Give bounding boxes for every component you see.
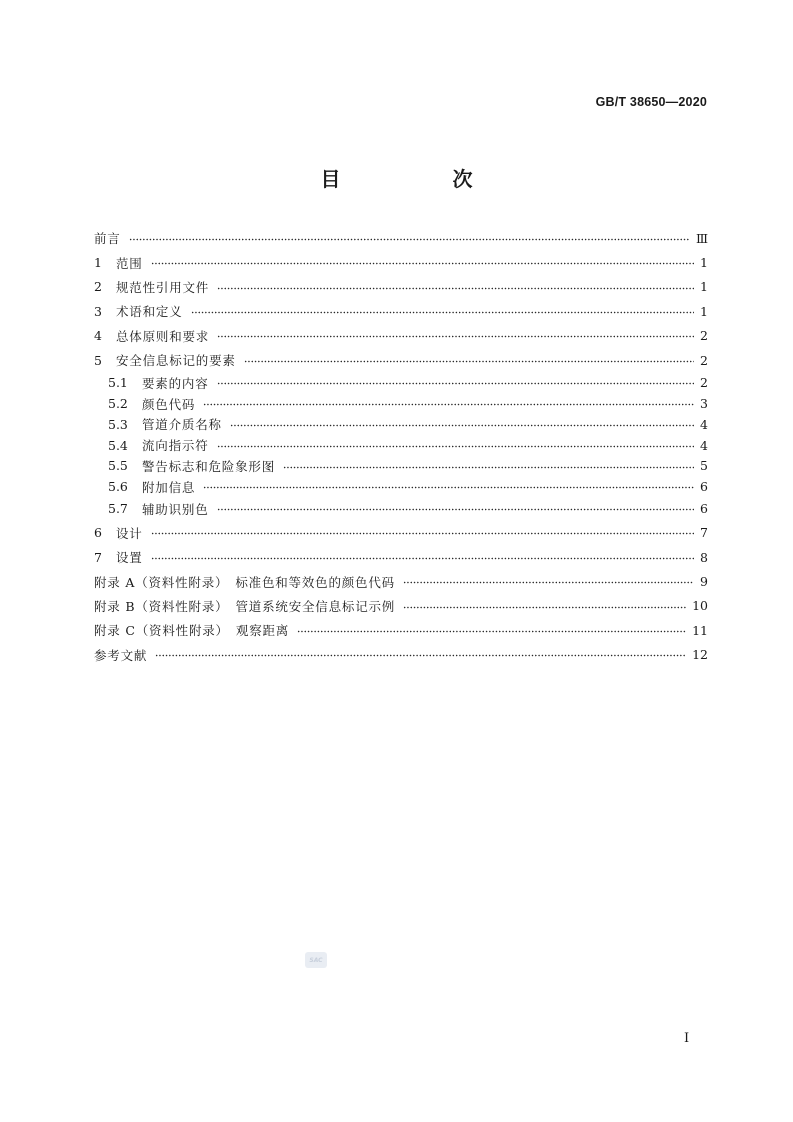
table-of-contents <box>94 226 708 667</box>
toc-entry-label: 颜色代码 <box>142 396 196 412</box>
toc-entry-label: 设计 <box>116 525 143 541</box>
toc-entry-page: 3 <box>700 396 708 412</box>
toc-entry-page: 2 <box>700 375 708 391</box>
toc-leader-dots <box>403 575 694 589</box>
page-number: I <box>684 1031 690 1046</box>
toc-entry-label: 流向指示符 <box>142 438 209 454</box>
toc-leader-dots <box>151 526 694 540</box>
toc-leader-dots <box>217 280 694 294</box>
toc-entry-terms-definitions[interactable] <box>94 299 708 323</box>
toc-entry-normative-references[interactable] <box>94 275 708 299</box>
toc-entry-number: 5.2 <box>108 396 128 412</box>
toc-entry-label: 安全信息标记的要素 <box>116 353 236 369</box>
toc-leader-dots <box>203 397 694 411</box>
toc-entry-number: 5.3 <box>108 416 128 432</box>
toc-leader-dots <box>129 231 690 245</box>
toc-entry-number: 5.7 <box>108 501 128 517</box>
toc-entry-label: 警告标志和危险象形图 <box>142 458 276 474</box>
toc-entry-label: 辅助识别色 <box>142 501 209 517</box>
toc-entry-label: 总体原则和要求 <box>116 328 210 344</box>
toc-leader-dots <box>217 502 694 516</box>
toc-entry-page: 2 <box>700 328 708 344</box>
toc-entry-label: 要素的内容 <box>142 375 209 391</box>
toc-subentry-warning-signs[interactable] <box>94 456 708 477</box>
toc-subentry-additional-info[interactable] <box>94 476 708 497</box>
toc-entry-label: 附录 B（资料性附录） 管道系统安全信息标记示例 <box>94 598 396 614</box>
toc-entry-label: 管道介质名称 <box>142 417 222 433</box>
toc-entry-label: 规范性引用文件 <box>116 279 210 295</box>
toc-title: 目 次 <box>320 167 519 191</box>
toc-subentry-flow-direction[interactable] <box>94 435 708 456</box>
toc-entry-marking-elements[interactable] <box>94 348 708 372</box>
toc-entry-page: 6 <box>700 479 708 495</box>
toc-entry-label: 前言 <box>94 231 121 247</box>
toc-entry-label: 术语和定义 <box>116 304 183 320</box>
toc-entry-label: 附加信息 <box>142 479 196 495</box>
toc-entry-foreword[interactable] <box>94 226 708 250</box>
toc-entry-page: 10 <box>692 598 708 614</box>
toc-entry-page: 5 <box>700 458 708 474</box>
toc-entry-page: 1 <box>700 279 708 295</box>
toc-entry-label: 附录 A（资料性附录） 标准色和等效色的颜色代码 <box>94 574 395 590</box>
toc-leader-dots <box>155 648 686 662</box>
toc-leader-dots <box>283 459 694 473</box>
toc-entry-label: 附录 C（资料性附录） 观察距离 <box>94 623 290 639</box>
toc-entry-label: 范围 <box>116 255 143 271</box>
toc-entry-number: 5.1 <box>108 375 128 391</box>
toc-leader-dots <box>217 438 694 452</box>
toc-entry-page: 6 <box>700 501 708 517</box>
toc-entry-page: 9 <box>700 574 708 590</box>
toc-entry-number: 5.6 <box>108 479 128 495</box>
toc-entry-number: 2 <box>94 279 102 295</box>
toc-leader-dots <box>217 329 694 343</box>
toc-entry-annex-c[interactable] <box>94 618 708 642</box>
toc-entry-page: 2 <box>700 352 708 368</box>
toc-entry-installation[interactable] <box>94 545 708 569</box>
toc-entry-bibliography[interactable] <box>94 643 708 667</box>
toc-entry-page: 8 <box>700 549 708 565</box>
toc-entry-page: 4 <box>700 437 708 453</box>
toc-entry-number: 5.5 <box>108 458 128 474</box>
toc-entry-number: 1 <box>94 255 102 271</box>
toc-entry-number: 5.4 <box>108 437 128 453</box>
toc-entry-number: 3 <box>94 303 102 319</box>
toc-leader-dots <box>151 256 694 270</box>
toc-leader-dots <box>203 480 694 494</box>
toc-entry-page: 7 <box>700 525 708 541</box>
toc-leader-dots <box>191 304 694 318</box>
toc-subentry-color-code[interactable] <box>94 393 708 414</box>
toc-leader-dots <box>151 550 694 564</box>
toc-entry-page: 4 <box>700 416 708 432</box>
toc-entry-page: 1 <box>700 255 708 271</box>
toc-entry-number: 6 <box>94 525 102 541</box>
toc-entry-design[interactable] <box>94 521 708 545</box>
toc-leader-dots <box>230 417 694 431</box>
toc-entry-number: 7 <box>94 549 102 565</box>
sac-watermark-logo: SAC <box>305 952 327 968</box>
toc-leader-dots <box>297 623 686 637</box>
toc-entry-label: 参考文献 <box>94 647 148 663</box>
toc-entry-label: 设置 <box>116 550 143 566</box>
toc-entry-annex-b[interactable] <box>94 594 708 618</box>
toc-entry-page: 1 <box>700 303 708 319</box>
toc-entry-annex-a[interactable] <box>94 569 708 593</box>
toc-subentry-pipe-medium-name[interactable] <box>94 414 708 435</box>
toc-entry-number: 4 <box>94 328 102 344</box>
toc-entry-scope[interactable] <box>94 250 708 274</box>
toc-entry-general-principles[interactable] <box>94 324 708 348</box>
toc-leader-dots <box>403 599 686 613</box>
toc-subentry-element-content[interactable] <box>94 372 708 393</box>
standard-code: GB/T 38650—2020 <box>595 95 707 109</box>
toc-leader-dots <box>244 353 694 367</box>
toc-entry-page: 12 <box>692 647 708 663</box>
toc-entry-page: Ⅲ <box>695 230 708 246</box>
toc-entry-number: 5 <box>94 352 102 368</box>
toc-subentry-auxiliary-color[interactable] <box>94 497 708 521</box>
toc-leader-dots <box>217 376 694 390</box>
toc-entry-page: 11 <box>692 622 708 638</box>
